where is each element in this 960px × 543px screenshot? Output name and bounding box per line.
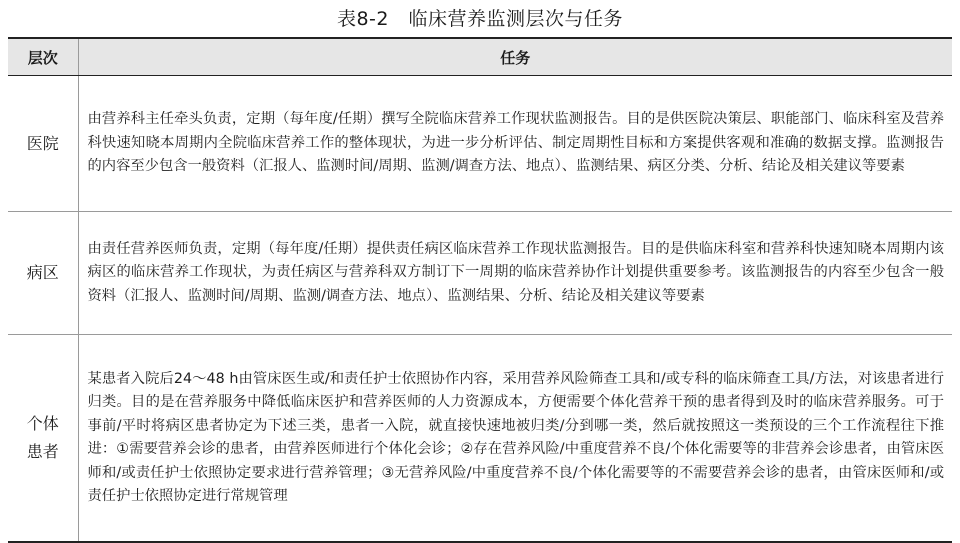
task-cell: 某患者入院后24～48 h由管床医生或/和责任护士依照协作内容，采用营养风险筛查工具和/或专科的临床筛查工具/方法，对该患者进行归类。目的是在营养服务中降低临床医护和营养医师的人力资源成本，方便需要个体化营养干预的患者得到及时的临床营养服务。可于事前/平时将病区患者协定为下述三类，患者一入院，就直接快速地被归类/分到哪一类，然后就按照这一类预设的三个工作流程往下推进：①需要营养会诊的患者，由营养医师进行个体化会诊；②存在营养风险/中重度营养不良/个体化需要等的非营养会诊患者，由管床医师和/或责任护士依照协定要求进行营养管理；③无营养风险/中重度营养不良/个体化需要等的不需要营养会诊的患者，由管床医师和/或责任护士依照协定进行常规管理	[78, 335, 952, 543]
task-cell: 由营养科主任牵头负责，定期（每年度/任期）撰写全院临床营养工作现状监测报告。目的是供医院决策层、职能部门、临床科室及营养科快速知晓本周期内全院临床营养工作的整体现状，为进一步分析评估、制定周期性目标和方案提供客观和准确的数据支撑。监测报告的内容至少包含一般资料（汇报人、监测时间/周期、监测/调查方法、地点）、监测结果、病区分类、分析、结论及相关建议等要素	[78, 76, 952, 212]
monitoring-table	[8, 37, 952, 543]
level-cell	[8, 212, 78, 335]
table-header-row	[8, 38, 952, 76]
table-caption: 表8-2 临床营养监测层次与任务	[336, 8, 624, 30]
table-row-ward	[8, 212, 952, 335]
level-label: 个体患者	[26, 414, 59, 461]
table-row-individual-patient	[8, 335, 952, 543]
table-row-hospital	[8, 76, 952, 212]
level-cell	[8, 335, 78, 543]
header-level: 层次	[8, 38, 78, 76]
header-task: 任务	[78, 38, 952, 76]
task-cell: 由责任营养医师负责，定期（每年度/任期）提供责任病区临床营养工作现状监测报告。目的是供临床科室和营养科快速知晓本周期内该病区的临床营养工作现状，为责任病区与营养科双方制订下一周期的临床营养协作计划提供重要参考。该监测报告的内容至少包含一般资料（汇报人、监测时间/周期、监测/调查方法、地点）、监测结果、分析、结论及相关建议等要素	[78, 212, 952, 335]
level-label: 病区	[26, 263, 59, 282]
level-label: 医院	[26, 133, 59, 153]
level-cell	[8, 76, 78, 212]
